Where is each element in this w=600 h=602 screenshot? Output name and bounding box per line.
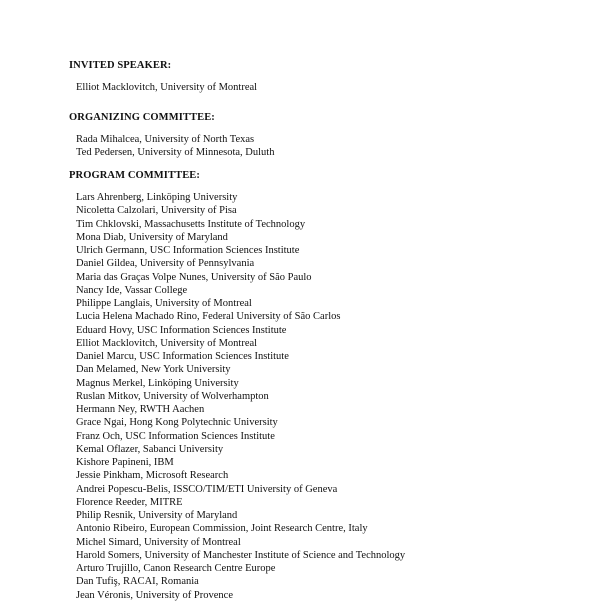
program-member: Antonio Ribeiro, European Commission, Joint Research Centre, Italy — [76, 523, 368, 535]
program-member: Nicoletta Calzolari, University of Pisa — [76, 205, 237, 217]
organizing-member: Ted Pedersen, University of Minnesota, Duluth — [76, 147, 275, 158]
program-member: Michel Simard, University of Montreal — [76, 536, 241, 548]
program-member: Maria das Graças Volpe Nunes, University of São Paulo — [76, 271, 312, 283]
program-member: Elliot Macklovitch, University of Montreal — [76, 337, 258, 349]
program-member: Hermann Ney, RWTH Aachen — [76, 404, 205, 415]
program-member: Philip Resnik, University of Maryland — [76, 510, 238, 521]
invited-speaker-entry: Elliot Macklovitch, University of Montreal — [76, 82, 258, 93]
program-member: Ruslan Mitkov, University of Wolverhampton — [76, 390, 269, 402]
program-member: Nancy Ide, Vassar College — [76, 284, 188, 296]
program-member: Franz Och, USC Information Sciences Institute — [76, 430, 275, 442]
program-member: Jean Véronis, University of Provence — [76, 589, 233, 601]
program-member: Lucia Helena Machado Rino, Federal University of São Carlos — [76, 311, 341, 323]
program-member: Arturo Trujillo, Canon Research Centre Europe — [76, 563, 276, 574]
program-member: Kishore Papineni, IBM — [76, 457, 174, 468]
program-member: Dan Tufiş, RACAI, Romania — [76, 576, 199, 588]
program-member: Tim Chklovski, Massachusetts Institute of Technology — [76, 218, 306, 230]
program-committee-heading: PROGRAM COMMITTEE: — [69, 170, 200, 181]
program-member: Magnus Merkel, Linköping University — [76, 377, 239, 389]
program-member: Daniel Marcu, USC Information Sciences Institute — [76, 351, 289, 362]
program-member: Daniel Gildea, University of Pennsylvania — [76, 258, 255, 270]
invited-speaker-heading: INVITED SPEAKER: — [69, 60, 172, 71]
program-member: Eduard Hovy, USC Information Sciences Institute — [76, 324, 287, 336]
program-member: Mona Diab, University of Maryland — [76, 231, 228, 243]
organizing-committee-heading: ORGANIZING COMMITTEE: — [69, 112, 215, 123]
program-member: Ulrich Germann, USC Information Sciences Institute — [76, 245, 300, 256]
program-member: Lars Ahrenberg, Linköping University — [76, 192, 238, 203]
program-member: Grace Ngai, Hong Kong Polytechnic University — [76, 417, 278, 429]
program-member: Jessie Pinkham, Microsoft Research — [76, 470, 229, 482]
program-member: Florence Reeder, MITRE — [76, 496, 183, 508]
program-member: Andrei Popescu-Belis, ISSCO/TIM/ETI University of Geneva — [76, 483, 338, 495]
program-member: Harold Somers, University of Manchester Institute of Science and Technology — [76, 549, 406, 561]
program-member: Kemal Oflazer, Sabanci University — [76, 443, 224, 455]
organizing-member: Rada Mihalcea, University of North Texas — [76, 134, 255, 145]
program-member: Philippe Langlais, University of Montreal — [76, 298, 252, 309]
program-member: Dan Melamed, New York University — [76, 364, 231, 376]
